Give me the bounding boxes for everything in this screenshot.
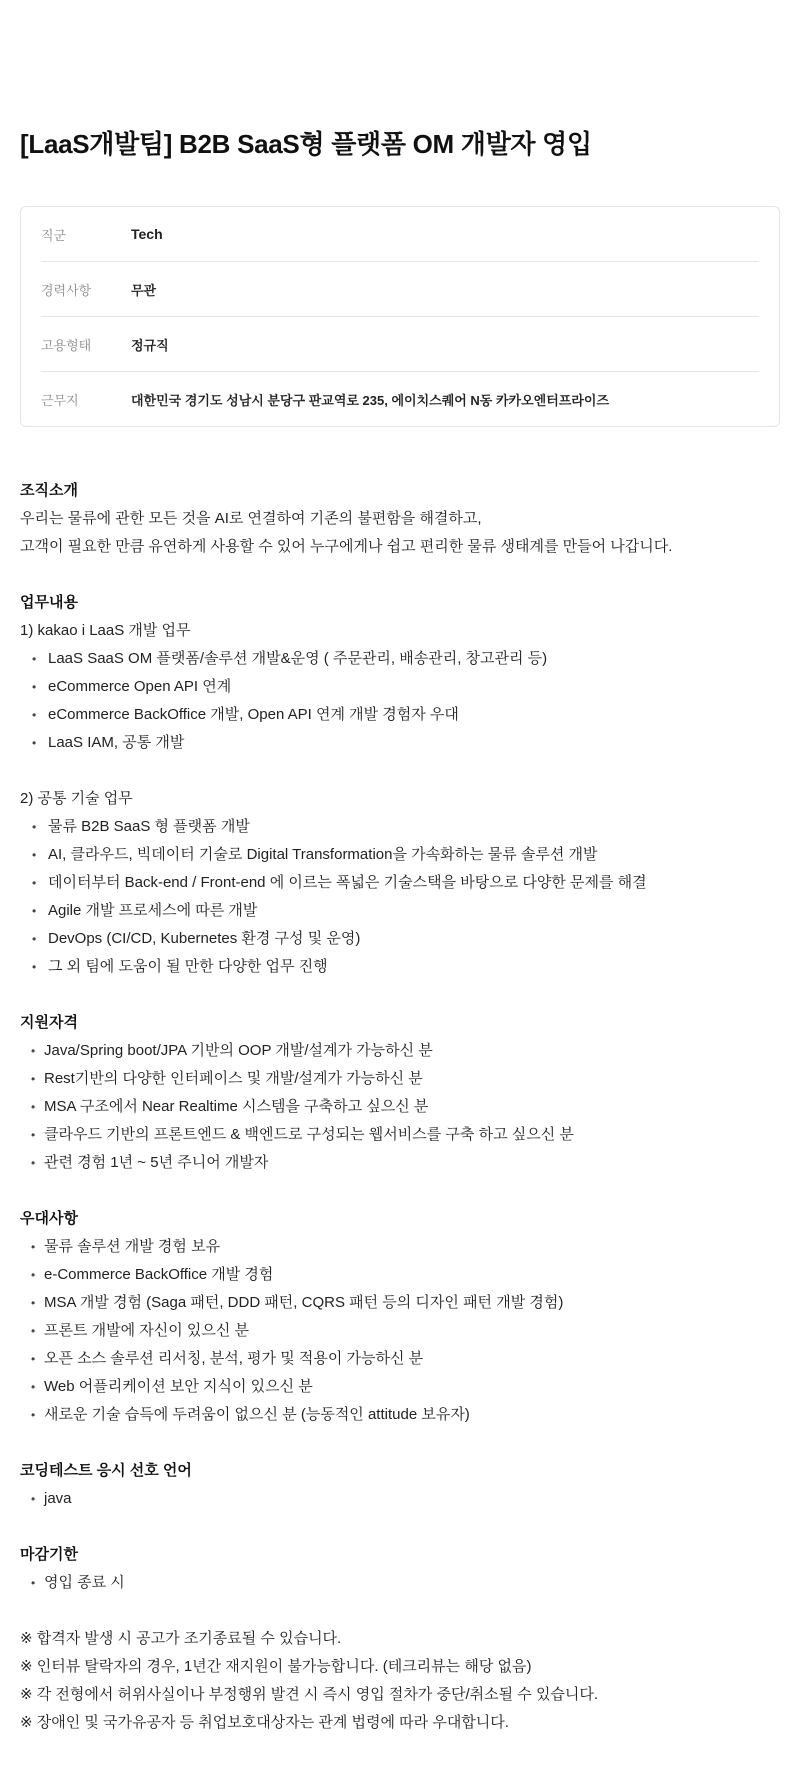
job-description <box>20 477 780 1737</box>
info-row-category <box>41 207 759 262</box>
list-item: • 영입 종료 시 <box>20 1569 780 1597</box>
list-item: • 물류 솔루션 개발 경험 보유 <box>20 1233 780 1261</box>
list-item: • Web 어플리케이션 보안 지식이 있으신 분 <box>20 1373 780 1401</box>
list-item: • e-Commerce BackOffice 개발 경험 <box>20 1261 780 1289</box>
info-label: 근무지 <box>41 392 79 408</box>
list-item: • 클라우드 기반의 프론트엔드 & 백엔드로 구성되는 웹서비스를 구축 하고 싶으신 분 <box>20 1121 780 1149</box>
list-item: • java <box>20 1485 780 1513</box>
list-item: • Agile 개발 프로세스에 따른 개발 <box>20 897 780 925</box>
notice-line: ※ 인터뷰 탈락자의 경우, 1년간 재지원이 불가능합니다. (테크리뷰는 해당 없음) <box>20 1658 532 1675</box>
info-value: 정규직 <box>131 337 169 353</box>
info-value: 무관 <box>131 282 157 298</box>
list-item: • Rest기반의 다양한 인터페이스 및 개발/설계가 가능하신 분 <box>20 1065 780 1093</box>
list-item: • 물류 B2B SaaS 형 플랫폼 개발 <box>20 813 780 841</box>
deadline-list <box>20 1569 780 1597</box>
list-item: • eCommerce Open API 연계 <box>20 673 780 701</box>
info-value: 대한민국 경기도 성남시 분당구 판교역로 235, 에이치스퀘어 N동 카카오엔터프라이즈 <box>131 392 609 408</box>
notice-line: ※ 각 전형에서 허위사실이나 부정행위 발견 시 즉시 영입 절차가 중단/취소될 수 있습니다. <box>20 1686 599 1703</box>
info-label: 고용형태 <box>41 337 92 353</box>
preferred-list <box>20 1233 780 1429</box>
list-item: • LaaS IAM, 공통 개발 <box>20 729 780 757</box>
coding-test-list <box>20 1485 780 1513</box>
list-item: • LaaS SaaS OM 플랫폼/솔루션 개발&운영 ( 주문관리, 배송관리, 창고관리 등) <box>20 645 780 673</box>
list-item: • Java/Spring boot/JPA 기반의 OOP 개발/설계가 가능하신 분 <box>20 1037 780 1065</box>
notice-line: ※ 합격자 발생 시 공고가 조기종료될 수 있습니다. <box>20 1630 342 1647</box>
duties-group-title: 1) kakao i LaaS 개발 업무 <box>20 622 191 639</box>
list-item: • eCommerce BackOffice 개발, Open API 연계 개발 경험자 우대 <box>20 701 780 729</box>
list-item: • 데이터부터 Back-end / Front-end 에 이르는 폭넓은 기술스택을 바탕으로 다양한 문제를 해결 <box>20 869 780 897</box>
section-heading-qualifications: 지원자격 <box>20 1014 78 1031</box>
org-line: 우리는 물류에 관한 모든 것을 AI로 연결하여 기존의 불편함을 해결하고, <box>20 510 482 527</box>
notice-line: ※ 장애인 및 국가유공자 등 취업보호대상자는 관계 법령에 따라 우대합니다. <box>20 1714 509 1731</box>
qualifications-list <box>20 1037 780 1177</box>
section-heading-org: 조직소개 <box>20 482 78 499</box>
list-item: • 프론트 개발에 자신이 있으신 분 <box>20 1317 780 1345</box>
list-item: • 관련 경험 1년 ~ 5년 주니어 개발자 <box>20 1149 780 1177</box>
duties-group2-list <box>20 813 780 981</box>
info-label: 경력사항 <box>41 282 92 298</box>
duties-group1-list <box>20 645 780 757</box>
org-line: 고객이 필요한 만큼 유연하게 사용할 수 있어 누구에게나 쉽고 편리한 물류 생태계를 만들어 나갑니다. <box>20 538 673 555</box>
list-item: • MSA 구조에서 Near Realtime 시스템을 구축하고 싶으신 분 <box>20 1093 780 1121</box>
list-item: • 그 외 팀에 도움이 될 만한 다양한 업무 진행 <box>20 953 780 981</box>
info-value: Tech <box>131 226 163 242</box>
duties-group-title: 2) 공통 기술 업무 <box>20 790 133 807</box>
list-item: • DevOps (CI/CD, Kubernetes 환경 구성 및 운영) <box>20 925 780 953</box>
list-item: • 새로운 기술 습득에 두려움이 없으신 분 (능동적인 attitude 보유자) <box>20 1401 780 1429</box>
section-heading-deadline: 마감기한 <box>20 1546 78 1563</box>
section-heading-preferred: 우대사항 <box>20 1210 78 1227</box>
list-item: • AI, 클라우드, 빅데이터 기술로 Digital Transformation을 가속화하는 물류 솔루션 개발 <box>20 841 780 869</box>
info-row-location <box>41 372 759 426</box>
list-item: • MSA 개발 경험 (Saga 패턴, DDD 패턴, CQRS 패턴 등의 디자인 패턴 개발 경험) <box>20 1289 780 1317</box>
job-info-card <box>20 206 780 427</box>
info-row-experience <box>41 262 759 317</box>
list-item: • 오픈 소스 솔루션 리서칭, 분석, 평가 및 적용이 가능하신 분 <box>20 1345 780 1373</box>
info-label: 직군 <box>41 227 67 243</box>
section-heading-duties: 업무내용 <box>20 594 78 611</box>
info-row-employment-type <box>41 317 759 372</box>
page-title: [LaaS개발팀] B2B SaaS형 플랫폼 OM 개발자 영입 <box>20 129 592 159</box>
section-heading-coding-test: 코딩테스트 응시 선호 언어 <box>20 1462 192 1479</box>
